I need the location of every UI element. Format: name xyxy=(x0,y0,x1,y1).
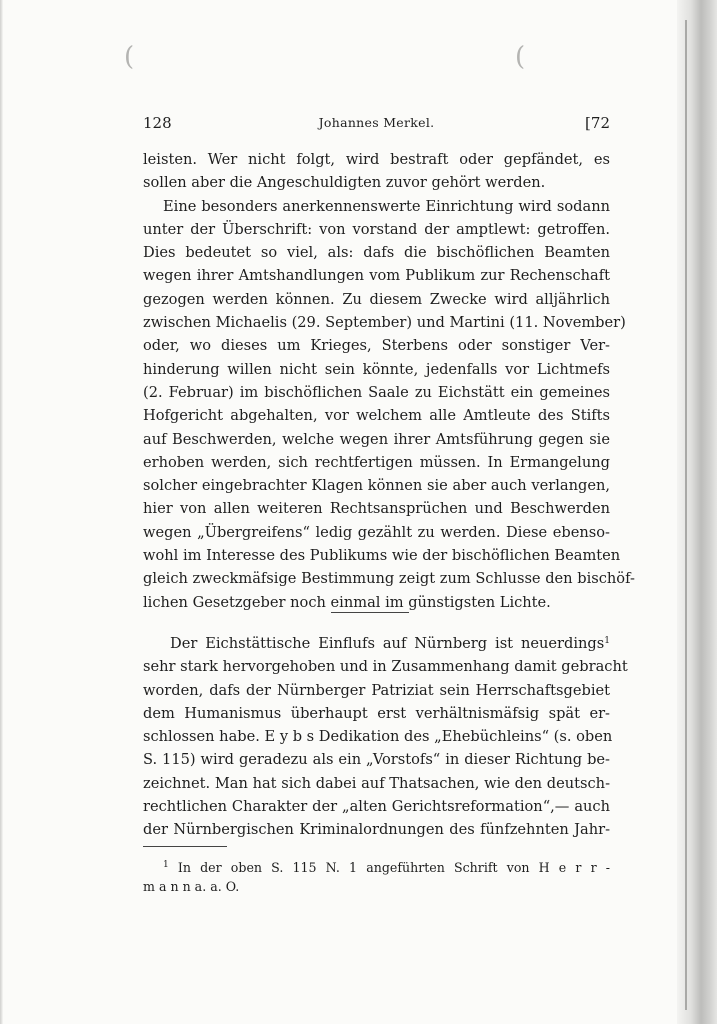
page-header xyxy=(143,114,610,136)
text-line: wegen „Übergreifens“ ledig gezählt zu werden. Diese ebenso- xyxy=(143,523,610,541)
text-line: hier von allen weiteren Rechtsansprüchen und Beschwerden xyxy=(143,500,610,518)
upper-text-block xyxy=(143,148,635,614)
text-line: S. 115) wird geradezu als ein „Vorstofs“ in dieser Richtung be- xyxy=(143,751,610,769)
text-line: schlossen habe. E y b s Dedikation des „Ehebüchleins“ (s. oben xyxy=(143,728,613,746)
page-number: 128 xyxy=(143,114,172,132)
text-line: zeichnet. Man hat sich dabei auf Thatsachen, wie den deutsch- xyxy=(143,774,610,792)
footnote-line xyxy=(143,858,610,877)
text-line: erhoben werden, sich rechtfertigen müssen. In Ermangelung xyxy=(143,453,610,471)
footnote-rule xyxy=(143,846,227,847)
paragraph-opening-text: Der Eichstättische Einflufs auf Nürnberg ist neuerdings xyxy=(170,635,605,652)
original-page-reference: [72 xyxy=(585,114,610,132)
book-spine-shadow xyxy=(677,0,717,1024)
punch-hole-mark-right: ( xyxy=(515,42,526,72)
text-line: zwischen Michaelis (29. September) und Martini (11. November) xyxy=(143,314,626,332)
footnote-reference-mark: 1 xyxy=(604,636,610,646)
text-line: hinderung willen nicht sein könnte, jedenfalls vor Lichtmefs xyxy=(143,360,610,378)
text-line: wegen ihrer Amtshandlungen vom Publikum zur Rechenschaft xyxy=(143,267,610,285)
footnote-number: 1 xyxy=(163,860,169,870)
footnote-text: In der oben S. 115 N. 1 angeführten Schrift von H e r r - xyxy=(177,860,610,875)
text-line: Hofgericht abgehalten, vor welchem alle Amtleute des Stifts xyxy=(143,407,610,425)
book-gutter-line xyxy=(685,20,687,1010)
text-line xyxy=(143,632,610,655)
punch-hole-mark-left: ( xyxy=(124,42,135,72)
section-divider xyxy=(331,612,409,613)
text-line: gleich zweckmäfsige Bestimmung zeigt zum Schlusse den bischöf- xyxy=(143,570,635,588)
text-line: auf Beschwerden, welche wegen ihrer Amtsführung gegen sie xyxy=(143,430,610,448)
text-line: sehr stark hervorgehoben und in Zusammenhang damit gebracht xyxy=(143,658,628,676)
text-line: dem Humanismus überhaupt erst verhältnismäfsig spät er- xyxy=(143,704,610,722)
text-line: sollen aber die Angeschuldigten zuvor gehört werden. xyxy=(143,174,546,192)
text-line: gezogen werden können. Zu diesem Zwecke wird alljährlich xyxy=(143,290,610,308)
text-line: leisten. Wer nicht folgt, wird bestraft oder gepfändet, es xyxy=(143,151,610,168)
footnote-line: m a n n a. a. O. xyxy=(143,879,240,894)
text-line: unter der Überschrift: von vorstand der amptlewt: getroffen. xyxy=(143,220,610,238)
page-left-edge xyxy=(0,0,3,1024)
running-title: Johannes Merkel. xyxy=(318,115,435,130)
text-line: der Nürnbergischen Kriminalordnungen des fünfzehnten Jahr- xyxy=(143,821,610,839)
text-line: wohl im Interesse des Publikums wie der bischöflichen Beamten xyxy=(143,547,621,565)
text-line: solcher eingebrachter Klagen können sie aber auch verlangen, xyxy=(143,477,610,495)
text-line: (2. Februar) im bischöflichen Saale zu Eichstätt ein gemeines xyxy=(143,383,610,401)
lower-text-block xyxy=(143,632,628,842)
text-line: worden, dafs der Nürnberger Patriziat sein Herrschaftsgebiet xyxy=(143,681,610,699)
text-line: rechtlichen Charakter der „alten Gerichtsreformation“,— auch xyxy=(143,798,610,816)
text-line: lichen Gesetzgeber noch einmal im günstigsten Lichte. xyxy=(143,593,551,611)
text-line: Dies bedeutet so viel, als: dafs die bischöflichen Beamten xyxy=(143,244,610,262)
footnote-block xyxy=(143,858,610,896)
text-line: oder, wo dieses um Krieges, Sterbens oder sonstiger Ver- xyxy=(143,337,610,355)
text-line: Eine besonders anerkennenswerte Einrichtung wird sodann xyxy=(163,197,610,215)
